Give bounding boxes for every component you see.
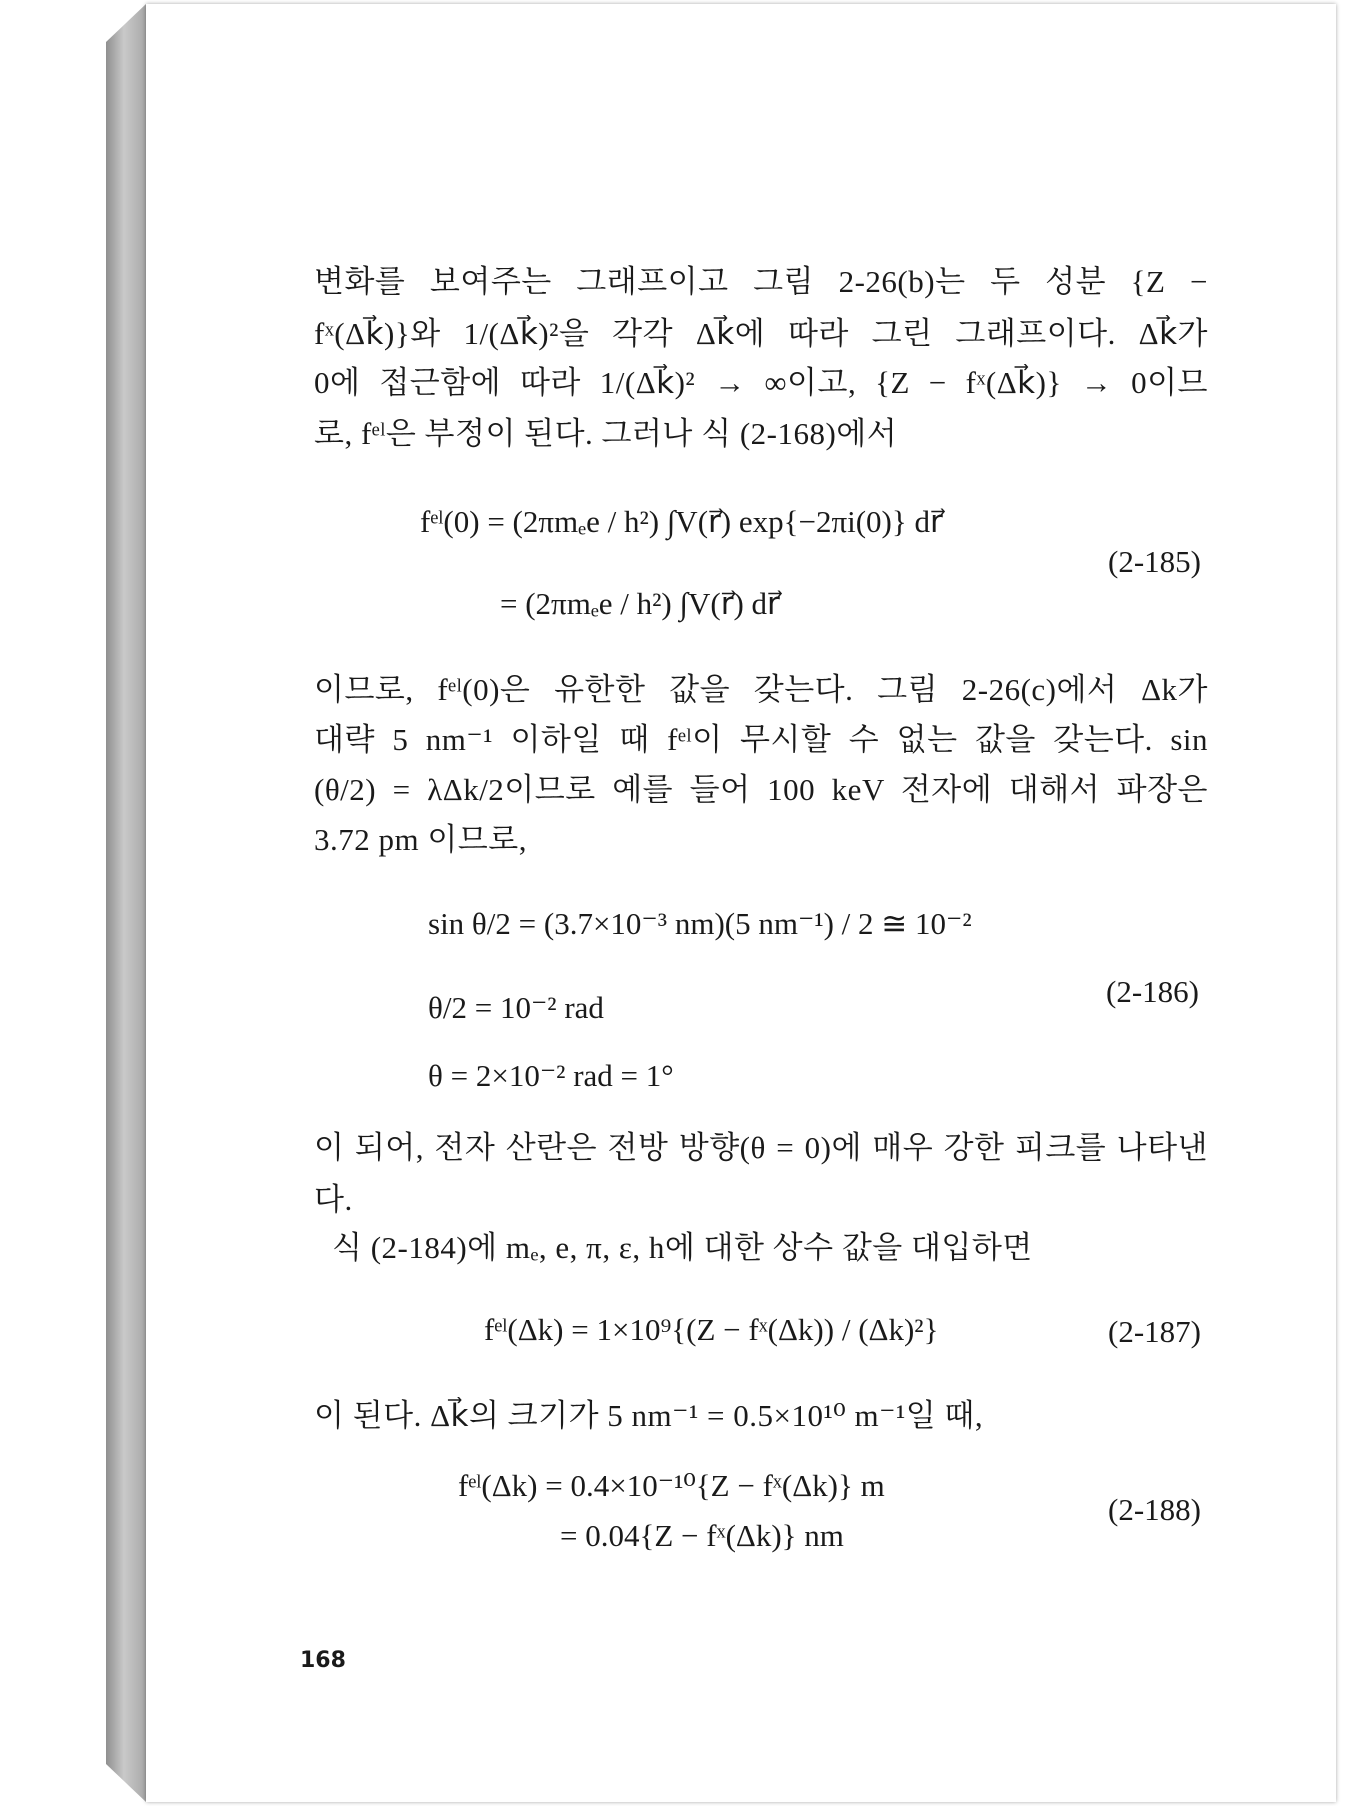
paragraph-2-line-4: 3.72 pm 이므로, bbox=[314, 822, 527, 857]
paragraph-3-line-2: 다. bbox=[314, 1182, 353, 1217]
equation-2-187-line-1: fᵉˡ(Δk) = 1×10⁹{(Z − fˣ(Δk)) / (Δk)²} bbox=[484, 1312, 939, 1347]
equation-number-2-186: (2-186) bbox=[1106, 974, 1199, 1009]
paragraph-1-line-2: fˣ(Δk⃗)}와 1/(Δk⃗)²을 각각 Δk⃗에 따라 그린 그래프이다. Δk⃗가 bbox=[314, 316, 1208, 351]
equation-2-188-line-2: = 0.04{Z − fˣ(Δk)} nm bbox=[560, 1518, 844, 1553]
equation-2-186-line-3: θ = 2×10⁻² rad = 1° bbox=[428, 1058, 674, 1093]
paragraph-1-line-3: 0에 접근함에 따라 1/(Δk⃗)² → ∞이고, {Z − fˣ(Δk⃗)} → 0이므 bbox=[314, 365, 1208, 400]
paragraph-2-line-2: 대략 5 nm⁻¹ 이하일 때 fᵉˡ이 무시할 수 없는 값을 갖는다. sin bbox=[314, 722, 1208, 757]
paragraph-2-line-1: 이므로, fᵉˡ(0)은 유한한 값을 갖는다. 그림 2-26(c)에서 Δk가 bbox=[314, 672, 1208, 707]
paragraph-1-line-1: 변화를 보여주는 그래프이고 그림 2-26(b)는 두 성분 {Z − bbox=[314, 264, 1208, 299]
page-number: 168 bbox=[300, 1648, 346, 1673]
equation-2-188-line-1: fᵉˡ(Δk) = 0.4×10⁻¹⁰{Z − fˣ(Δk)} m bbox=[458, 1468, 885, 1503]
paragraph-3-line-3: 식 (2-184)에 mₑ, e, π, ε, h에 대한 상수 값을 대입하면 bbox=[332, 1230, 1033, 1265]
paragraph-2-line-3: (θ/2) = λΔk/2이므로 예를 들어 100 keV 전자에 대해서 파장은 bbox=[314, 772, 1208, 807]
paragraph-3-line-1: 이 되어, 전자 산란은 전방 방향(θ = 0)에 매우 강한 피크를 나타낸 bbox=[314, 1130, 1209, 1165]
equation-2-185-line-1: fᵉˡ(0) = (2πmₑe / h²) ∫V(r⃗) exp{−2πi(0)} dr⃗ bbox=[420, 504, 943, 539]
equation-2-186-line-1: sin θ/2 = (3.7×10⁻³ nm)(5 nm⁻¹) / 2 ≅ 10⁻² bbox=[428, 906, 972, 941]
equation-2-185-line-2: = (2πmₑe / h²) ∫V(r⃗) dr⃗ bbox=[500, 586, 780, 621]
equation-number-2-187: (2-187) bbox=[1108, 1314, 1201, 1349]
equation-number-2-188: (2-188) bbox=[1108, 1492, 1201, 1527]
equation-2-186-line-2: θ/2 = 10⁻² rad bbox=[428, 990, 604, 1025]
equation-number-2-185: (2-185) bbox=[1108, 544, 1201, 579]
book-spine bbox=[106, 4, 146, 1802]
paragraph-4-line-1: 이 된다. Δk⃗의 크기가 5 nm⁻¹ = 0.5×10¹⁰ m⁻¹일 때, bbox=[314, 1398, 984, 1433]
paragraph-1-line-4: 로, fᵉˡ은 부정이 된다. 그러나 식 (2-168)에서 bbox=[314, 416, 898, 451]
